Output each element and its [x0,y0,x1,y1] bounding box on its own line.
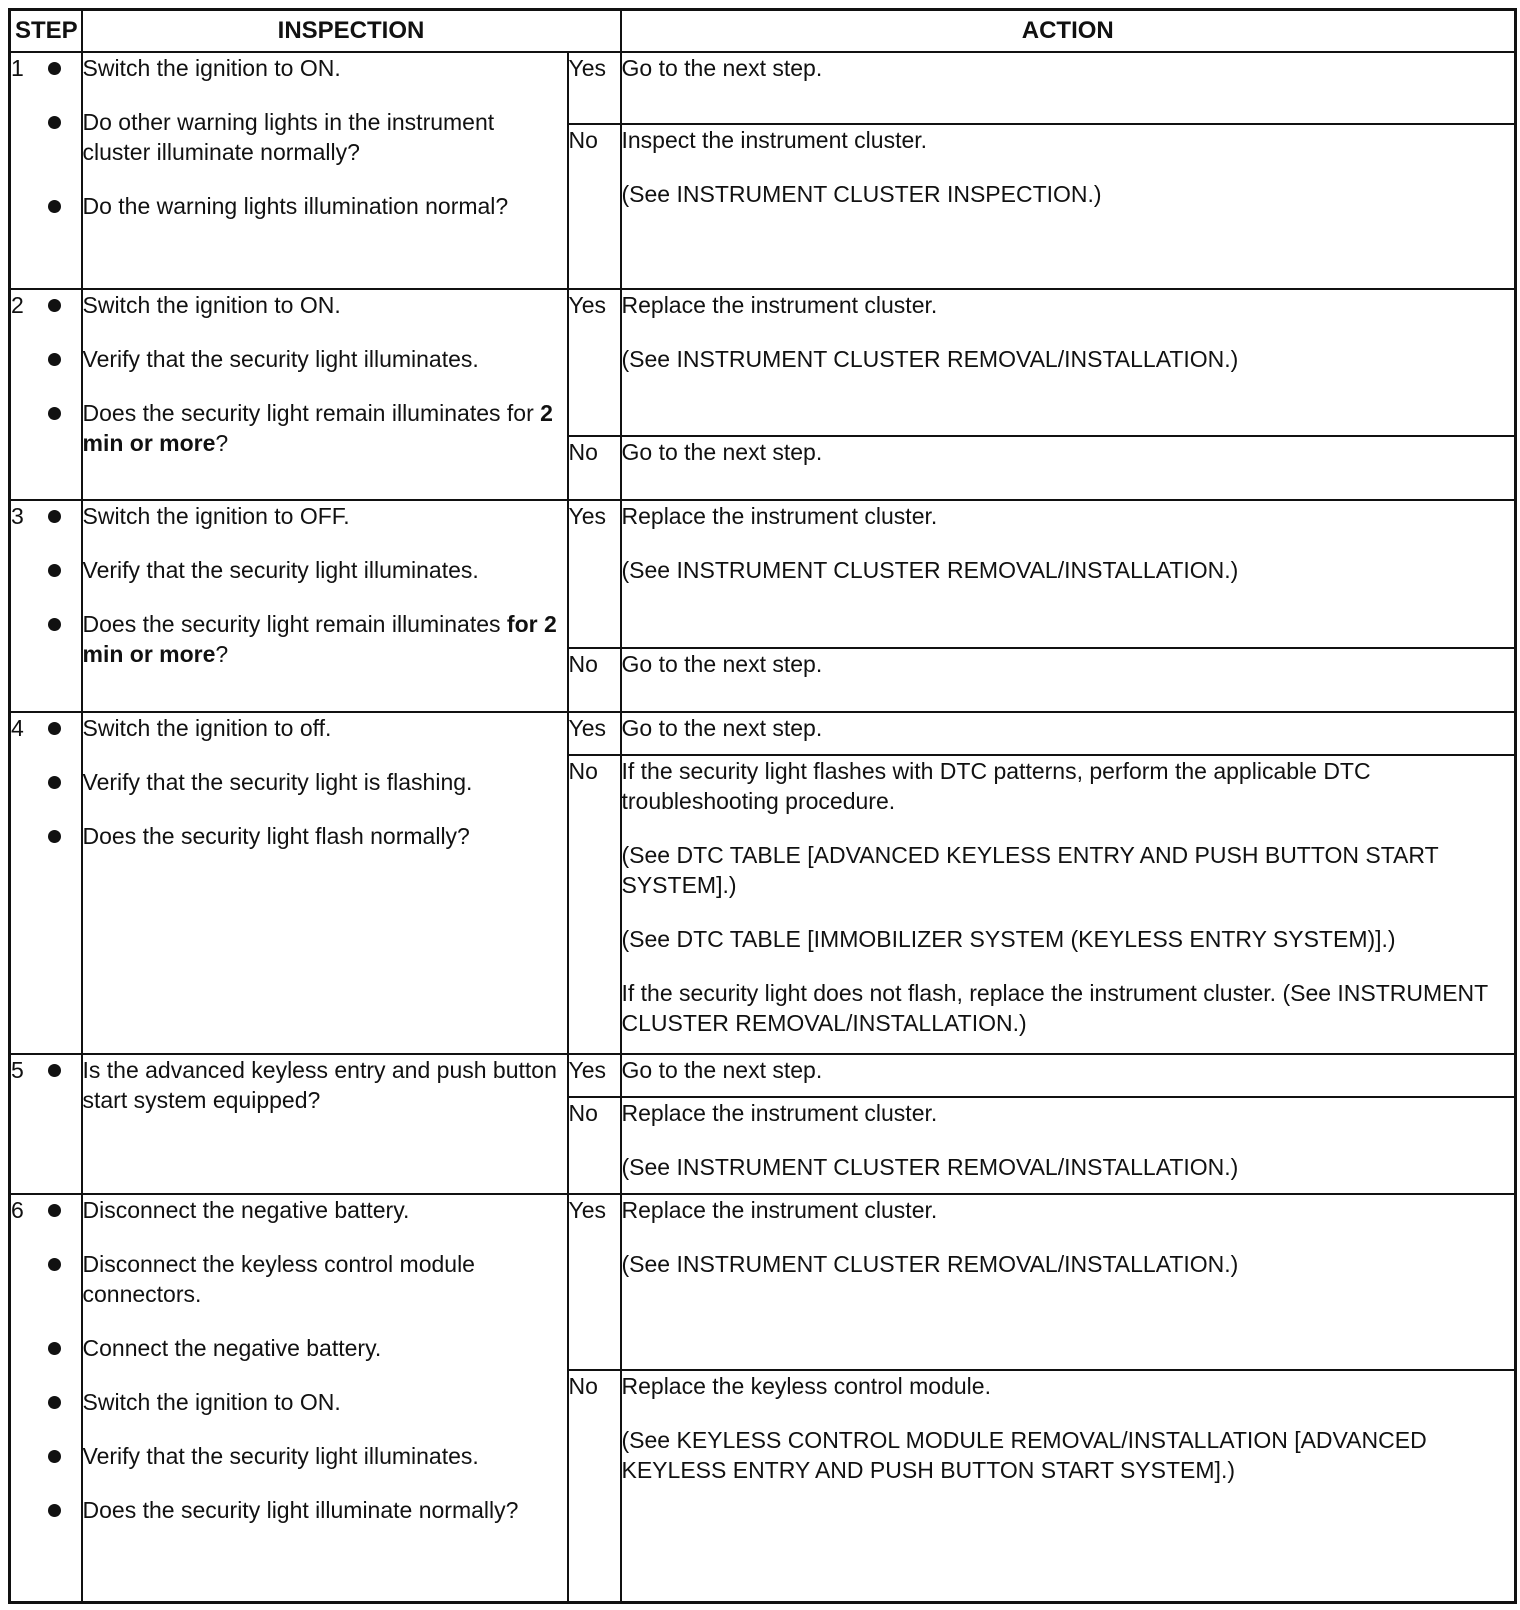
inspection-item: Disconnect the keyless control module connectors. [83,1249,567,1309]
step-3-yes-row [10,500,1516,648]
step-3-inspection [82,500,568,712]
bullet-icon [48,618,61,631]
yes-label: Yes [568,712,621,755]
step-4-inspection [82,712,568,1054]
no-action [621,755,1516,1053]
bullet-icon [48,62,61,75]
action-text: Replace the keyless control module. [621,1373,991,1400]
step-number: 4 [10,712,82,1054]
bullet-icon [48,564,61,577]
inspection-item: Does the security light remain illuminates for 2 min or more? [83,398,567,458]
inspection-item: Switch the ignition to OFF. [83,501,567,531]
action-text: If the security light flashes with DTC patterns, perform the applicable DTC troubleshooting procedure. [621,758,1371,815]
bullet-icon [48,200,61,213]
step-number: 3 [10,500,82,712]
action-text: Inspect the instrument cluster. [621,127,928,154]
action-text: If the security light does not flash, replace the instrument cluster. (See INSTRUMENT CLUSTER REMOVAL/INSTALLATION.) [621,980,1488,1037]
bullet-icon [48,1204,61,1217]
yes-label: Yes [568,289,621,435]
step-6-yes-row [10,1194,1516,1370]
yes-action [621,712,1516,755]
yes-label: Yes [568,1194,621,1370]
yes-label: Yes [568,500,621,648]
no-action [621,1097,1516,1194]
action-text: (See INSTRUMENT CLUSTER REMOVAL/INSTALLATION.) [621,1250,1239,1277]
step-6-inspection [82,1194,568,1603]
bullet-icon [48,299,61,312]
action-text: (See DTC TABLE [ADVANCED KEYLESS ENTRY AND PUSH BUTTON START SYSTEM].) [621,842,1439,899]
bullet-icon [48,1396,61,1409]
inspection-item: Does the security light illuminate normally? [83,1495,567,1525]
bullet-icon [48,407,61,420]
action-text: Go to the next step. [621,438,823,465]
step-1-yes-row [10,52,1516,124]
yes-action [621,52,1516,124]
no-action [621,436,1516,500]
bullet-icon [48,1342,61,1355]
header-row [10,10,1516,53]
yes-label: Yes [568,52,621,124]
step-2-yes-row [10,289,1516,435]
action-text: (See INSTRUMENT CLUSTER INSPECTION.) [621,181,1102,208]
action-text: Replace the instrument cluster. [621,292,938,319]
step-5-yes-row [10,1054,1516,1097]
inspection-item: Switch the ignition to ON. [83,53,567,83]
inspection-column-header: INSPECTION [82,10,621,53]
step-1-inspection [82,52,568,289]
inspection-item: Verify that the security light illuminates. [83,1441,567,1471]
inspection-item: Does the security light flash normally? [83,821,567,851]
no-action [621,1370,1516,1602]
inspection-item: Verify that the security light illuminates. [83,344,567,374]
action-text: (See DTC TABLE [IMMOBILIZER SYSTEM (KEYLESS ENTRY SYSTEM)].) [621,926,1396,953]
bullet-icon [48,1450,61,1463]
troubleshooting-table [8,8,1517,1604]
action-text: (See INSTRUMENT CLUSTER REMOVAL/INSTALLATION.) [621,1153,1239,1180]
bullet-icon [48,722,61,735]
action-column-header: ACTION [621,10,1516,53]
inspection-item: Do other warning lights in the instrument cluster illuminate normally? [83,107,567,167]
bullet-icon [48,1504,61,1517]
inspection-item: Verify that the security light illuminates. [83,555,567,585]
no-label: No [568,755,621,1053]
no-label: No [568,1097,621,1194]
no-label: No [568,124,621,289]
step-number: 5 [10,1054,82,1194]
step-number: 6 [10,1194,82,1603]
action-text: Replace the instrument cluster. [621,1099,938,1126]
inspection-item: Verify that the security light is flashing. [83,767,567,797]
action-text: Replace the instrument cluster. [621,502,938,529]
bullet-icon [48,830,61,843]
emphasis-text: for 2 min or more [82,610,557,667]
action-text: Go to the next step. [621,55,823,81]
emphasis-text: 2 min or more [82,400,553,457]
action-text: Go to the next step. [621,715,823,742]
no-action [621,648,1516,712]
action-text: (See KEYLESS CONTROL MODULE REMOVAL/INSTALLATION [ADVANCED KEYLESS ENTRY AND PUSH BUTTON START SYSTEM].) [621,1427,1427,1484]
action-text: (See INSTRUMENT CLUSTER REMOVAL/INSTALLATION.) [621,556,1239,583]
no-label: No [568,1370,621,1602]
yes-action [621,289,1516,435]
action-text: (See INSTRUMENT CLUSTER REMOVAL/INSTALLATION.) [621,346,1239,373]
step-2-inspection [82,289,568,499]
action-text: Go to the next step. [621,650,823,677]
bullet-icon [48,1064,61,1077]
inspection-item: Switch the ignition to ON. [83,290,567,320]
yes-action [621,1194,1516,1370]
yes-action [621,1054,1516,1097]
inspection-item: Disconnect the negative battery. [83,1195,567,1225]
inspection-item: Does the security light remain illuminates for 2 min or more? [83,609,567,669]
bullet-icon [48,1258,61,1271]
inspection-item: Connect the negative battery. [83,1333,567,1363]
inspection-item: Is the advanced keyless entry and push button start system equipped? [83,1055,567,1115]
step-column-header: STEP [10,10,82,53]
step-number: 2 [10,289,82,499]
inspection-item: Do the warning lights illumination normal? [83,191,567,221]
step-4-yes-row [10,712,1516,755]
action-text: Go to the next step. [621,1056,823,1083]
no-action [621,124,1516,289]
bullet-icon [48,353,61,366]
step-number: 1 [10,52,82,289]
no-label: No [568,436,621,500]
step-5-inspection [82,1054,568,1194]
action-text: Replace the instrument cluster. [621,1196,938,1223]
inspection-item: Switch the ignition to off. [83,713,567,743]
inspection-item: Switch the ignition to ON. [83,1387,567,1417]
yes-label: Yes [568,1054,621,1097]
bullet-icon [48,116,61,129]
yes-action [621,500,1516,648]
bullet-icon [48,776,61,789]
bullet-icon [48,510,61,523]
no-label: No [568,648,621,712]
